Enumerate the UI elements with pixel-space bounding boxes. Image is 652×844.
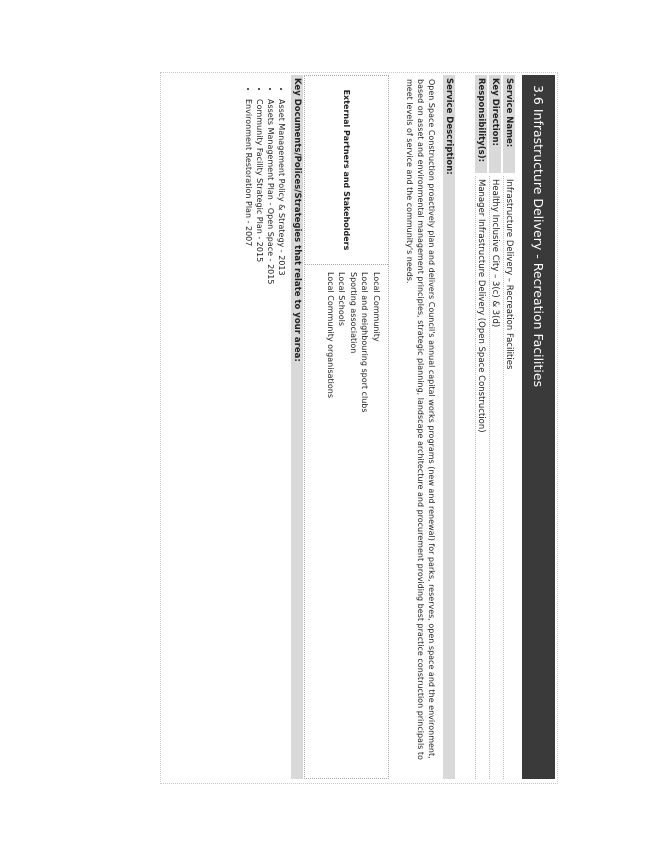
document-page (160, 72, 558, 784)
responsibility-label: Responsibility(s): (475, 75, 487, 173)
key-documents-list (243, 87, 287, 284)
key-document-item: • Environment Restoration Plan - 2007 (243, 99, 254, 284)
partners-label: External Partners and Stakeholders (305, 76, 388, 265)
responsibility-row (475, 75, 487, 779)
key-documents-heading: Key Documents/Polices/Strategies that relate to your area: (291, 75, 303, 779)
key-document-item: • Asset Management Policy & Strategy - 2013 (276, 99, 287, 284)
partner-item: Local and neighbouring sport clubs (360, 272, 370, 413)
service-name-value: Infrastructure Delivery – Recreation Facilities (503, 176, 515, 779)
key-document-item: • Community Facility Strategic Plan - 2015 (254, 99, 265, 284)
responsibility-value: Manager Infrastructure Delivery (Open Space Construction) (475, 176, 487, 779)
partners-list (325, 272, 383, 413)
partner-item: Local Community organisations (326, 272, 335, 398)
key-document-item: • Assets Management Plan - Open Space - 2015 (265, 99, 276, 284)
page-title: 3.6 Infrastructure Delivery - Recreation Facilities (522, 75, 555, 779)
service-name-label: Service Name: (503, 75, 515, 173)
service-name-row (503, 75, 515, 779)
partner-item: Local Community (372, 272, 381, 342)
key-direction-value: Healthy Inclusive City – 3(c) & 3(d) (489, 176, 501, 779)
service-description-heading: Service Description: (443, 75, 455, 779)
partners-table (304, 75, 389, 779)
partner-item: Local Schools (337, 272, 347, 327)
key-direction-label: Key Direction: (489, 75, 501, 173)
service-description-text: Open Space Construction proactively plan and delivers Council's annual capital works programs (new and renewal) for parks, reserves, open space and the environment, based on asset and environmental management principles, strategic planning, landscape architecture and procurement providing best practice construction principals to meet levels of service and the community's needs. (405, 79, 436, 760)
rotated-content (161, 73, 557, 783)
partner-item: Sporting association (349, 272, 358, 354)
key-direction-row (489, 75, 501, 779)
